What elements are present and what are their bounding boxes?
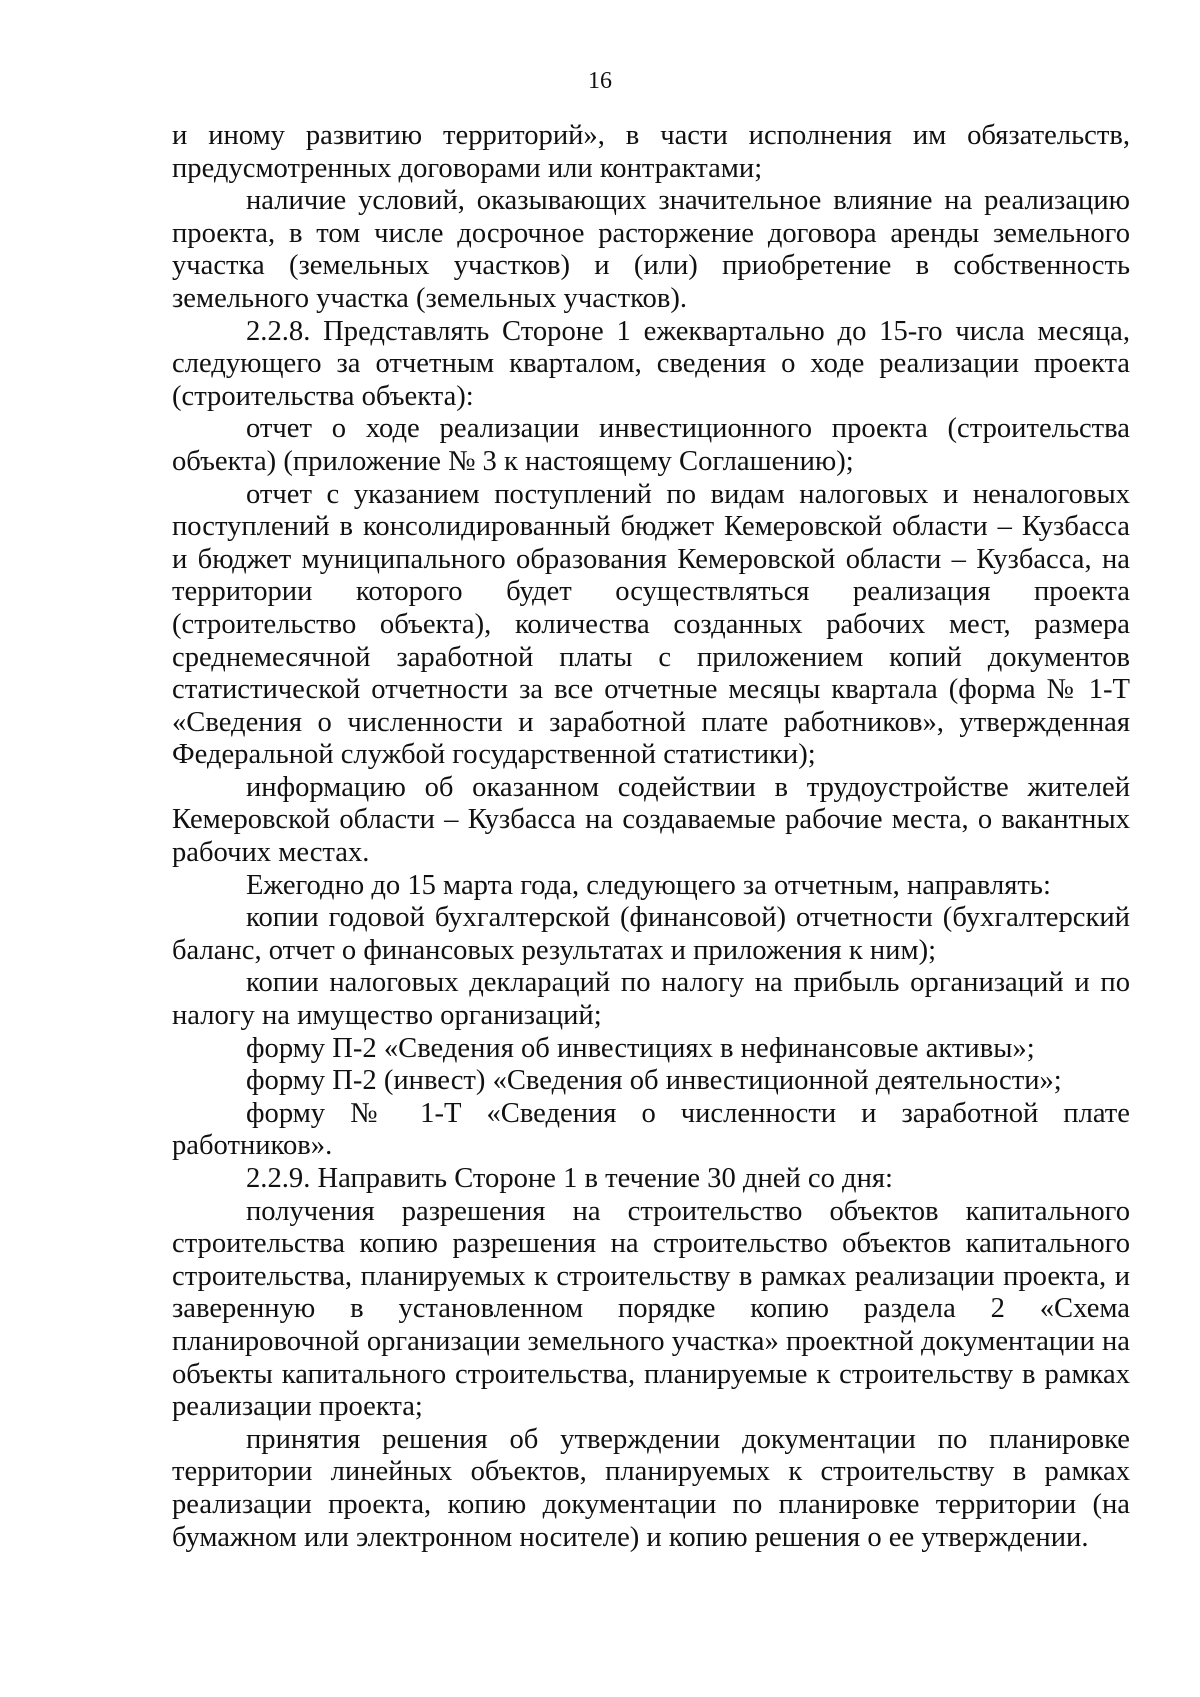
paragraph-11: форму П-2 (инвест) «Сведения об инвестиционной деятельности»;	[246, 1065, 1062, 1097]
paragraph-4: отчет о ходе реализации инвестиционного проекта (строительства объекта) (приложение № 3 к настоящему Соглашению);	[172, 413, 1130, 477]
paragraph-14: получения разрешения на строительство объектов капитального строительства копию разрешения на строительство объектов капитального строительства, планируемых к строительству в рамках реализации проекта, и заверенную в установленном порядке копию раздела 2 «Схема планировочной организации земельного участка» проектной документации на объекты капитального строительства, планируемые к строительству в рамках реализации проекта;	[172, 1195, 1130, 1423]
paragraph-9: копии налоговых деклараций по налогу на прибыль организаций и по налогу на имущество организаций;	[172, 967, 1130, 1032]
page-number: 16	[588, 68, 612, 94]
paragraph-7: Ежегодно до 15 марта года, следующего за отчетным, направлять:	[246, 869, 1051, 901]
paragraph-6: информацию об оказанном содействии в трудоустройстве жителей Кемеровской области – Кузбасса на создаваемые рабочие места, о вакантных рабочих местах.	[172, 771, 1130, 869]
paragraph-1: и иному развитию территорий», в части исполнения им обязательств, предусмотренных договорами или контрактами;	[172, 120, 1130, 184]
paragraph-10: форму П-2 «Сведения об инвестициях в нефинансовые активы»;	[246, 1032, 1035, 1064]
paragraph-3-clause-2-2-8: 2.2.8. Представлять Стороне 1 ежеквартально до 15-го числа месяца, следующего за отчетным кварталом, сведения о ходе реализации проекта (строительства объекта):	[172, 315, 1130, 412]
paragraph-8: копии годовой бухгалтерской (финансовой) отчетности (бухгалтерский баланс, отчет о финансовых результатах и приложения к ним);	[172, 902, 1130, 966]
paragraph-5: отчет с указанием поступлений по видам налоговых и неналоговых поступлений в консолидированный бюджет Кемеровской области – Кузбасса и бюджет муниципального образования Кемеровской области – Кузбасса, на территории которого будет осуществляться реализация проекта (строительство объекта), количества созданных рабочих мест, размера среднемесячной заработной платы с приложением копий документов статистической отчетности за все отчетные месяцы квартала (форма № 1-Т «Сведения о численности и заработной плате работников», утвержденная Федеральной службой государственной статистики);	[172, 478, 1130, 771]
paragraph-15: принятия решения об утверждении документации по планировке территории линейных объектов, планируемых к строительству в рамках реализации проекта, копию документации по планировке территории (на бумажном или электронном носителе) и копию решения о ее утверждении.	[172, 1423, 1130, 1553]
document-body	[172, 120, 1130, 1554]
paragraph-2: наличие условий, оказывающих значительное влияние на реализацию проекта, в том числе досрочное расторжение договора аренды земельного участка (земельных участков) и (или) приобретение в собственность земельного участка (земельных участков).	[172, 185, 1130, 314]
paragraph-13-clause-2-2-9: 2.2.9. Направить Стороне 1 в течение 30 дней со дня:	[246, 1163, 893, 1194]
paragraph-12: форму № 1-Т «Сведения о численности и заработной плате работников».	[172, 1097, 1130, 1162]
